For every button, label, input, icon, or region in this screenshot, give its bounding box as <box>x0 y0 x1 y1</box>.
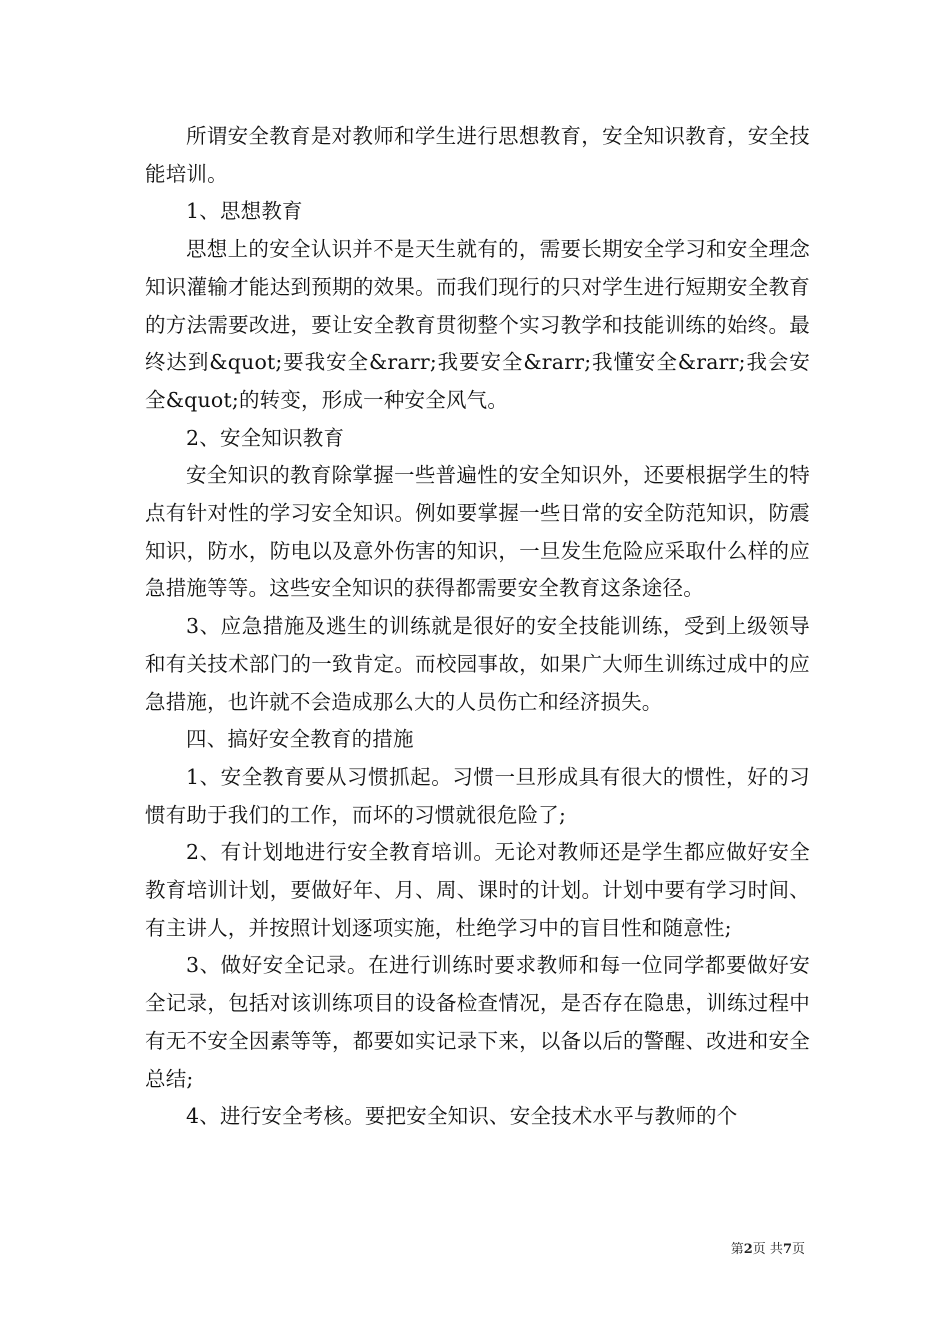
section-heading-thought-education: 1、思想教育 <box>186 199 303 224</box>
paragraph-thought-education: 思想上的安全认识并不是天生就有的，需要长期安全学习和安全理念知识灌输才能达到预期的效果。而我们现行的只对学生进行短期安全教育的方法需要改进，要让安全教育贯彻整个实习教学和技能训练的始终。最终达到&quot;要我安全&rarr;我要安全&rarr;我懂安全&rarr;我会安全&quot;的转变，形成一种安全风气。 <box>145 237 810 412</box>
paragraph-measure-assessment: 4、进行安全考核。要把安全知识、安全技术水平与教师的个 <box>186 1104 738 1129</box>
footer-middle: 页 共 <box>752 1242 783 1257</box>
paragraph-intro: 所谓安全教育是对教师和学生进行思想教育，安全知识教育，安全技能培训。 <box>145 124 810 186</box>
section-heading-measures: 四、搞好安全教育的措施 <box>186 727 414 752</box>
current-page-number: 2 <box>743 1242 753 1257</box>
paragraph-measure-safety-records: 3、做好安全记录。在进行训练时要求教师和每一位同学都要做好安全记录，包括对该训练项目的设备检查情况，是否存在隐患，训练过程中有无不安全因素等等，都要如实记录下来，以备以后的警醒、改进和安全总结; <box>145 953 810 1091</box>
paragraph-measure-training-plan: 2、有计划地进行安全教育培训。无论对教师还是学生都应做好安全教育培训计划，要做好年、月、周、课时的计划。计划中要有学习时间、有主讲人，并按照计划逐项实施，杜绝学习中的盲目性和随意性; <box>145 840 810 940</box>
footer-prefix: 第 <box>730 1242 744 1257</box>
section-heading-safety-knowledge: 2、安全知识教育 <box>186 425 345 450</box>
footer-suffix: 页 <box>791 1242 805 1257</box>
document-body <box>145 118 810 1136</box>
paragraph-measure-habits: 1、安全教育要从习惯抓起。习惯一旦形成具有很大的惯性，好的习惯有助于我们的工作，而坏的习惯就很危险了; <box>145 764 810 827</box>
paragraph-emergency-training: 3、应急措施及逃生的训练就是很好的安全技能训练，受到上级领导和有关技术部门的一致肯定。而校园事故，如果广大师生训练过成中的应急措施，也许就不会造成那么大的人员伤亡和经济损失。 <box>145 614 810 714</box>
page-number-footer <box>731 1242 805 1258</box>
paragraph-safety-knowledge: 安全知识的教育除掌握一些普遍性的安全知识外，还要根据学生的特点有针对性的学习安全知识。例如要掌握一些日常的安全防范知识，防震知识，防水，防电以及意外伤害的知识，一旦发生危险应采取什么样的应急措施等等。这些安全知识的获得都需要安全教育这条途径。 <box>145 463 810 601</box>
total-page-count: 7 <box>782 1242 792 1257</box>
